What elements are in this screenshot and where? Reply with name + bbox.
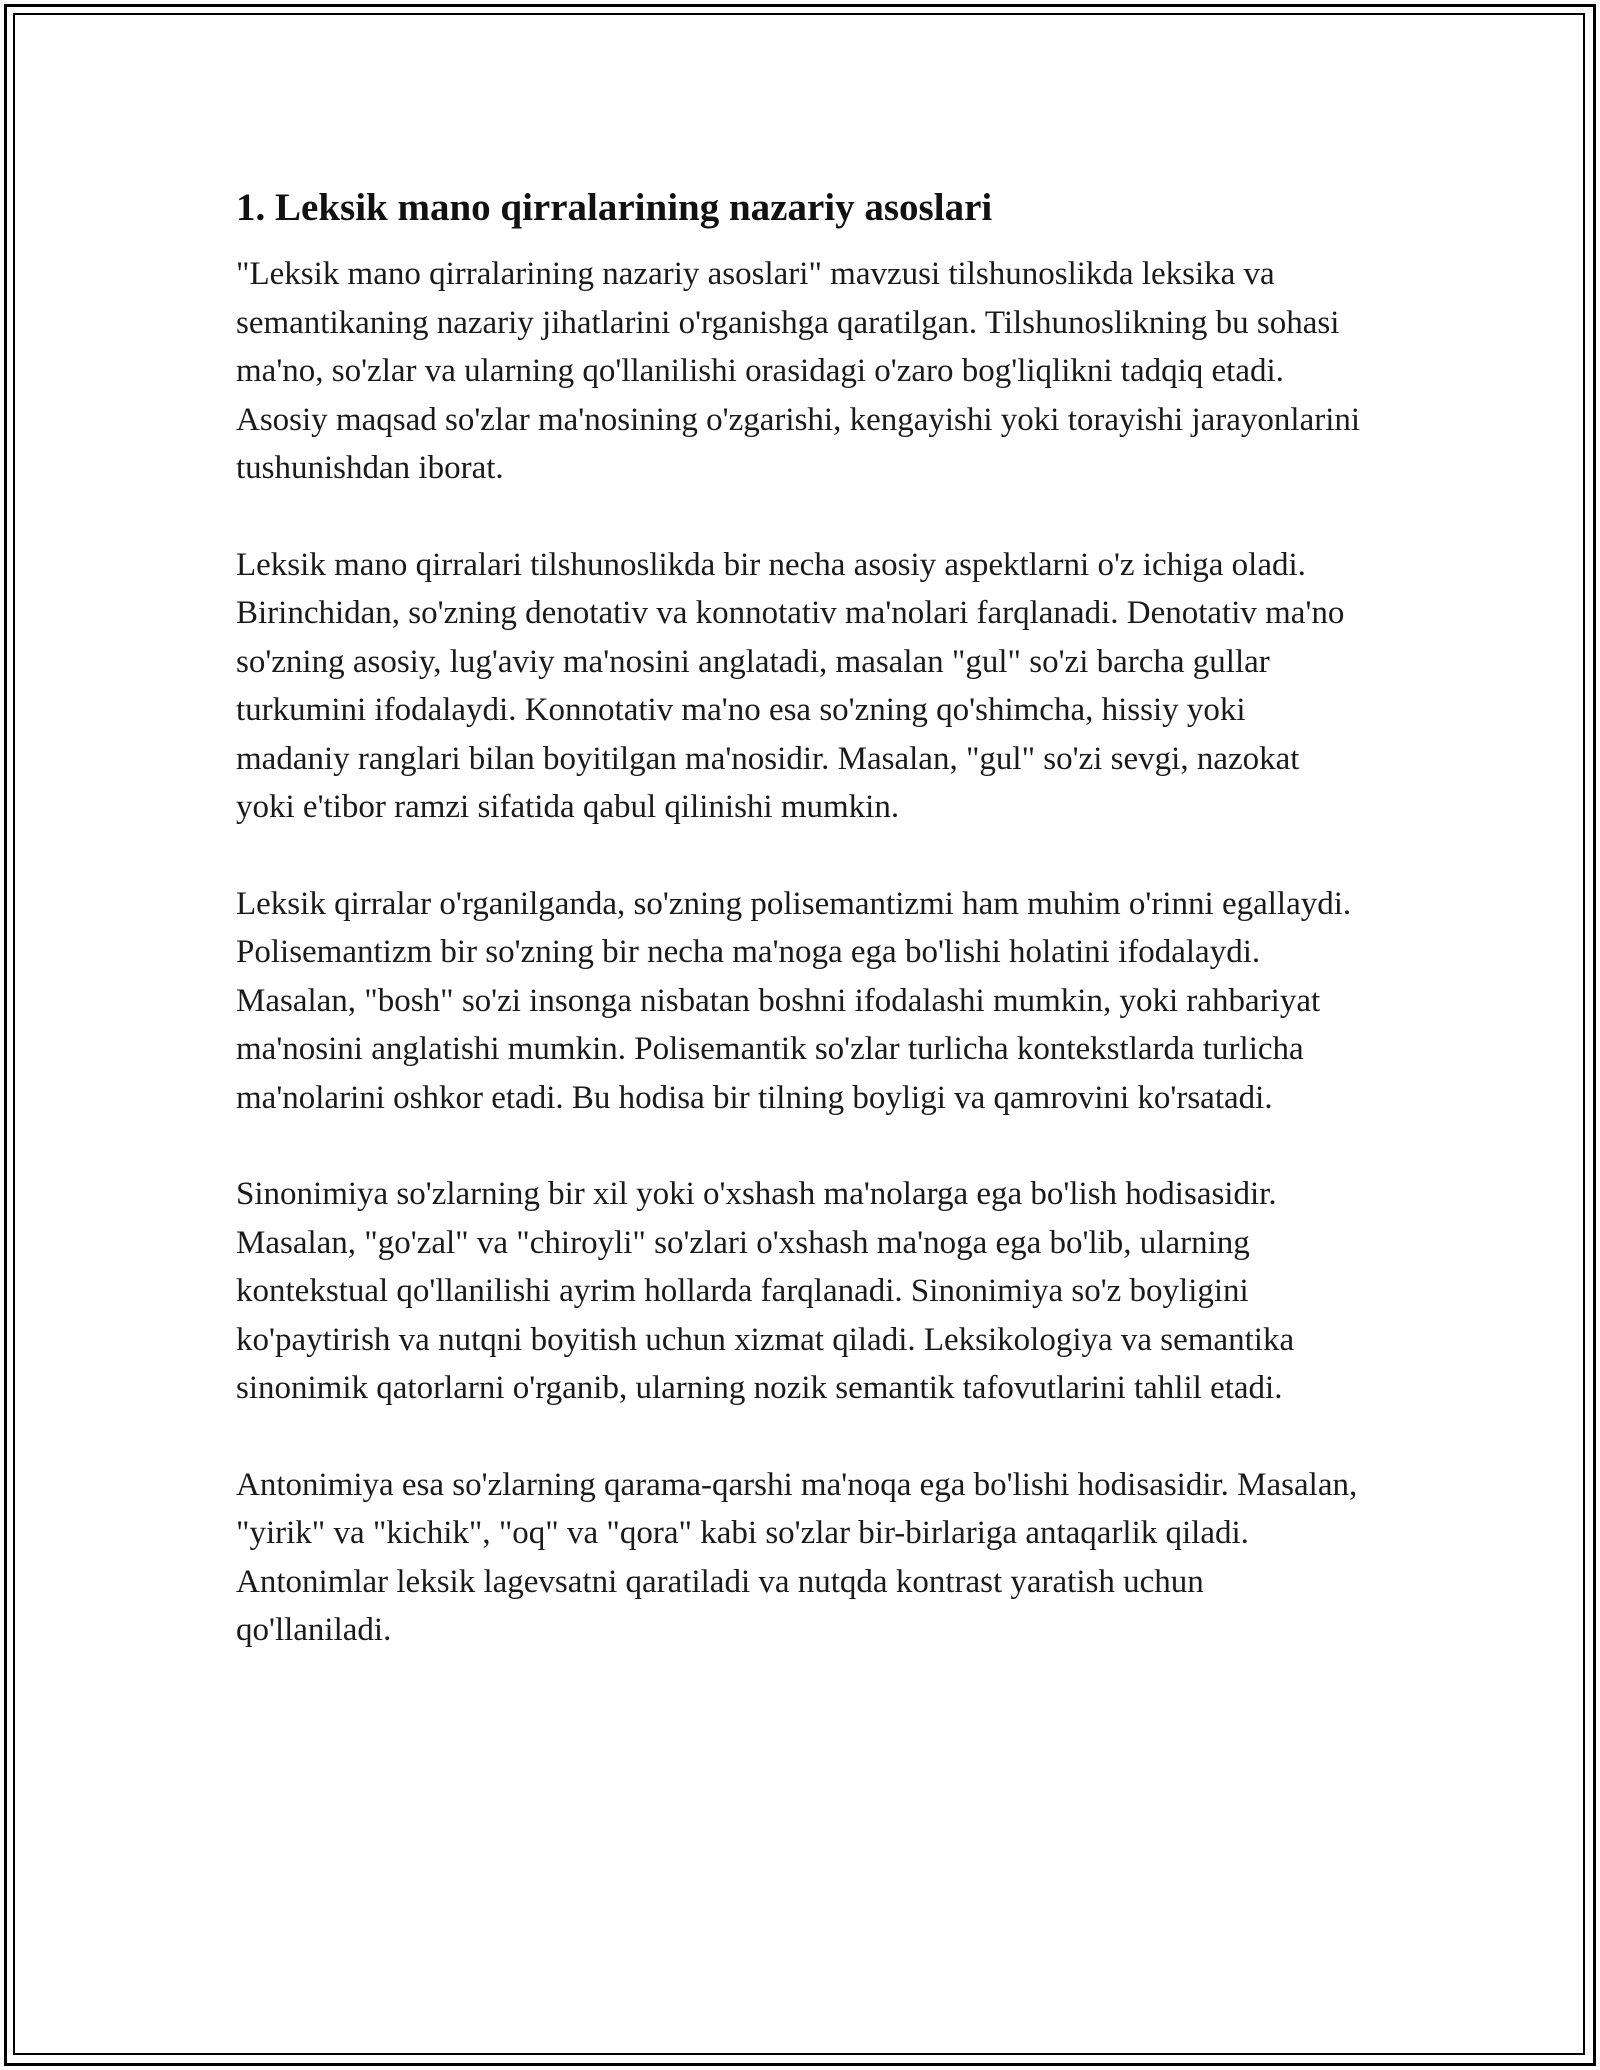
paragraph-denotative-connotative: Leksik mano qirralari tilshunoslikda bir necha asosiy aspektlarni o'z ichiga oladi. Birinchidan, so'zning denotativ va konnotativ ma'nolari farqlanadi. Denotativ ma'no so'zning asosiy, lug'aviy ma'nosini anglatadi, masalan "gul" so'zi barcha gullar turkumini ifodalaydi. Konnotativ ma'no esa so'zning qo'shimcha, hissiy yoki madaniy ranglari bilan boyitilgan ma'nosidir. Masalan, "gul" so'zi sevgi, nazokat yoki e'tibor ramzi sifatida qabul qilinishi mumkin.: [236, 546, 1345, 825]
paragraph-intro: "Leksik mano qirralarining nazariy asoslari" mavzusi tilshunoslikda leksika va semantikaning nazariy jihatlarini o'rganishga qaratilgan. Tilshunoslikning bu sohasi ma'no, so'zlar va ularning qo'llanilishi orasidagi o'zaro bog'liqlikni tadqiq etadi. Asosiy maqsad so'zlar ma'nosining o'zgarishi, kengayishi yoki torayishi jarayonlarini tushunishdan iborat.: [236, 256, 1361, 486]
paragraph-polysemy: Leksik qirralar o'rganilganda, so'zning polisemantizmi ham muhim o'rinni egallaydi. Polisemantizm bir so'zning bir necha ma'noga ega bo'lishi holatini ifodalaydi. Masalan, "bosh" so'zi insonga nisbatan boshni ifodalashi mumkin, yoki rahbariyat ma'nosini anglatishi mumkin. Polisemantik so'zlar turlicha kontekstlarda turlicha ma'nolarini oshkor etadi. Bu hodisa bir tilning boyligi va qamrovini ko'rsatadi.: [236, 885, 1352, 1116]
section-heading: 1. Leksik mano qirralarining nazariy asoslari: [236, 186, 993, 229]
document-body: [236, 184, 1366, 1703]
paragraph-synonymy: Sinonimiya so'zlarning bir xil yoki o'xshash ma'nolarga ega bo'lish hodisasidir. Masalan, "go'zal" va "chiroyli" so'zlari o'xshash ma'noga ega bo'lib, ularning kontekstual qo'llanilishi ayrim hollarda farqlanadi. Sinonimiya so'z boyligini ko'paytirish va nutqni boyitish uchun xizmat qiladi. Leksikologiya va semantika sinonimik qatorlarni o'rganib, ularning nozik semantik tafovutlarini tahlil etadi.: [236, 1176, 1295, 1406]
paragraph-antonymy: Antonimiya esa so'zlarning qarama-qarshi ma'noqa ega bo'lishi hodisasidir. Masalan, "yirik" va "kichik", "oq" va "qora" kabi so'zlar bir-birlariga antaqarlik qiladi. Antonimlar leksik lagevsatni qaratiladi va nutqda kontrast yaratish uchun qo'llaniladi.: [236, 1466, 1358, 1648]
